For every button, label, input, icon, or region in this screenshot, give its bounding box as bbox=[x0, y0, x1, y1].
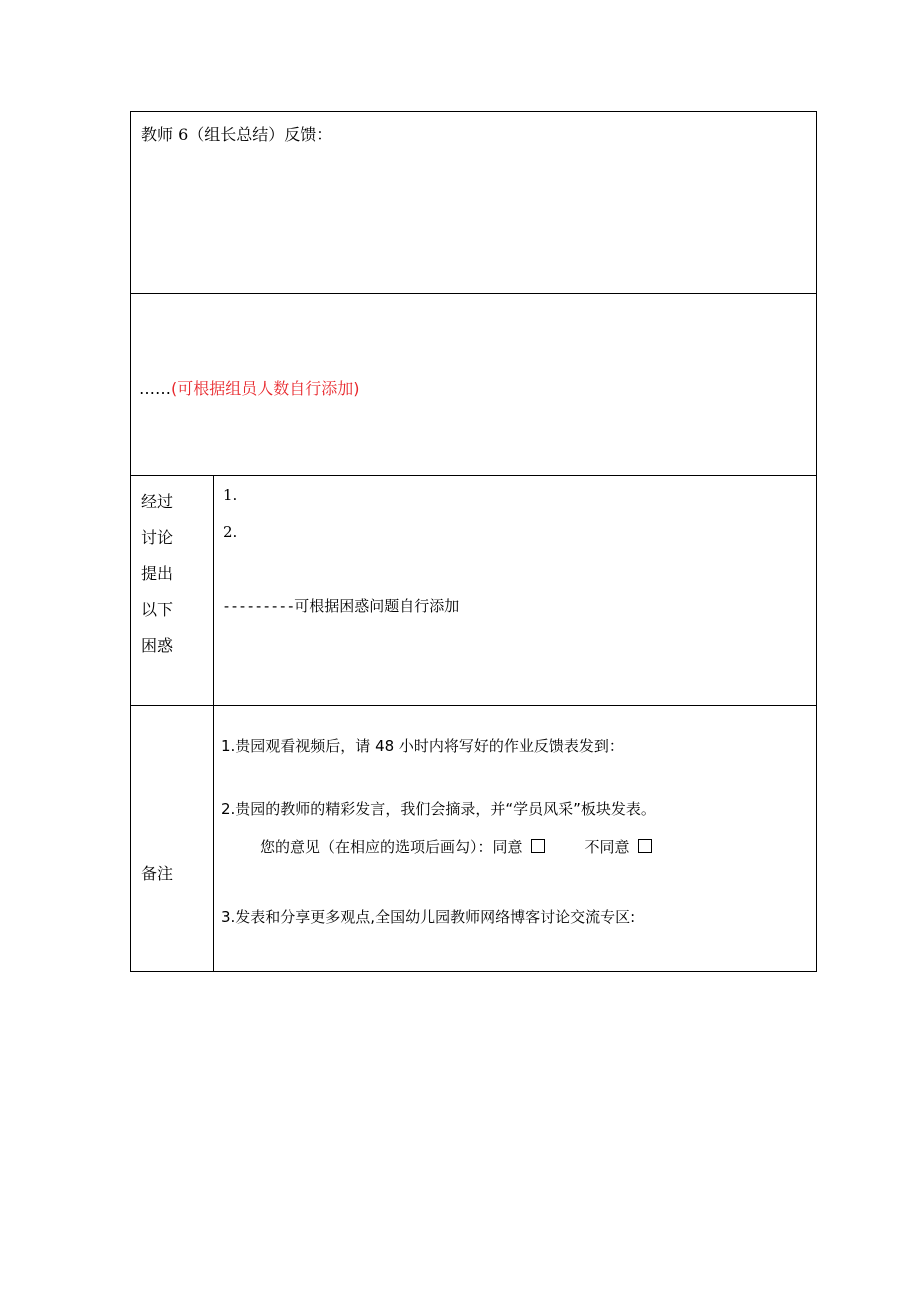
question-item-2: 2. bbox=[223, 523, 238, 541]
notes-content-cell bbox=[214, 706, 817, 972]
agree-label: 同意 bbox=[492, 838, 523, 856]
disagree-checkbox[interactable] bbox=[638, 839, 652, 853]
add-questions-text: 可根据困惑问题自行添加 bbox=[294, 597, 460, 615]
add-members-hint-text: (可根据组员人数自行添加) bbox=[171, 379, 360, 398]
questions-label-line: 以下 bbox=[141, 600, 174, 619]
ellipsis-text: …… bbox=[139, 379, 171, 398]
questions-row bbox=[131, 476, 817, 706]
questions-content-cell[interactable] bbox=[214, 476, 817, 706]
questions-label-line: 经过 bbox=[141, 492, 174, 511]
add-more-teachers-hint bbox=[139, 376, 360, 399]
questions-label-line: 困惑 bbox=[141, 636, 174, 655]
note-item-3: 3.发表和分享更多观点,全国幼儿园教师网络博客讨论交流专区: bbox=[221, 908, 636, 926]
feedback-table bbox=[130, 111, 817, 972]
notes-row bbox=[131, 706, 817, 972]
add-questions-hint bbox=[222, 595, 459, 616]
notes-label-cell bbox=[131, 706, 214, 972]
questions-label-line: 提出 bbox=[141, 564, 174, 583]
dash-separator: --------- bbox=[222, 597, 295, 615]
agree-checkbox[interactable] bbox=[531, 839, 545, 853]
question-item-1: 1. bbox=[223, 486, 238, 504]
questions-label bbox=[141, 484, 173, 664]
add-more-teachers-cell[interactable] bbox=[131, 294, 817, 476]
opinion-line bbox=[260, 836, 652, 857]
teacher6-feedback-row bbox=[131, 112, 817, 294]
teacher6-feedback-label: 教师 6（组长总结）反馈： bbox=[141, 125, 333, 144]
disagree-label: 不同意 bbox=[584, 838, 630, 856]
teacher6-feedback-cell[interactable] bbox=[131, 112, 817, 294]
questions-label-line: 讨论 bbox=[141, 528, 174, 547]
notes-label: 备注 bbox=[141, 864, 174, 883]
questions-label-cell bbox=[131, 476, 214, 706]
opinion-prompt: 您的意见（在相应的选项后画勾）： bbox=[260, 838, 493, 856]
add-more-teachers-row bbox=[131, 294, 817, 476]
note-item-1: 1.贵园观看视频后，请 48 小时内将写好的作业反馈表发到： bbox=[221, 737, 624, 755]
note-item-2: 2.贵园的教师的精彩发言，我们会摘录，并“学员风采”板块发表。 bbox=[221, 800, 656, 818]
